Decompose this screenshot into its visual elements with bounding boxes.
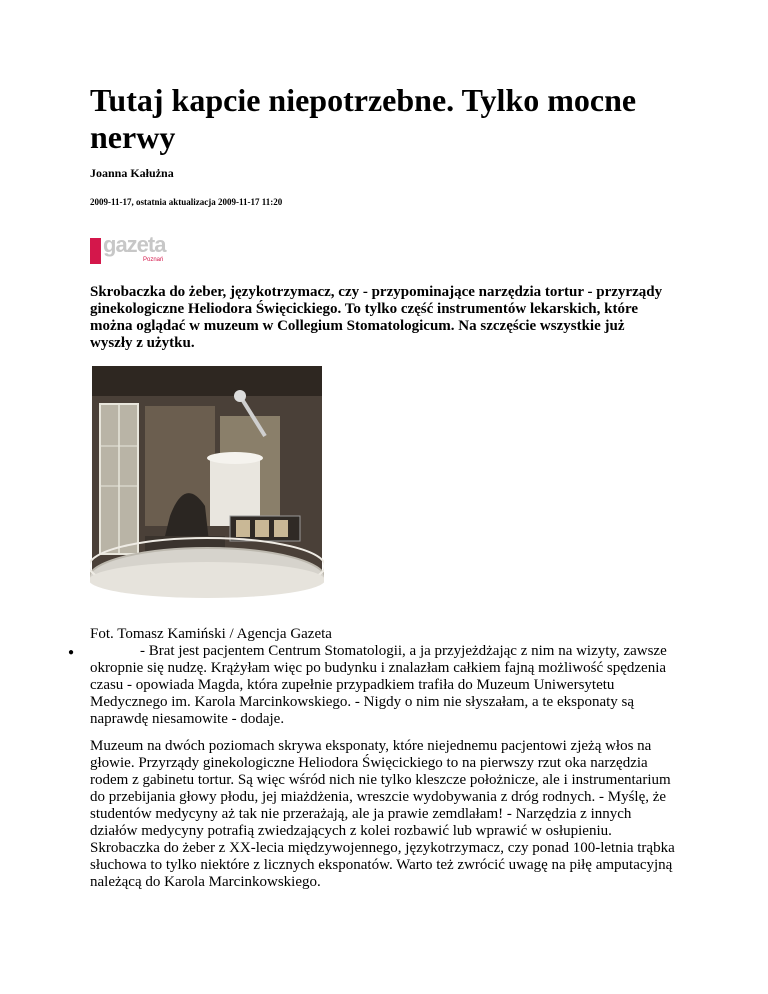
logo-accent-bar xyxy=(90,238,101,264)
logo-word: gazeta xyxy=(103,232,166,257)
photo-caption: Fot. Tomasz Kamiński / Agencja Gazeta xyxy=(90,626,332,642)
gazeta-logo xyxy=(90,232,170,266)
logo-city: Poznań xyxy=(143,257,164,263)
article-paragraph-1: - Brat jest pacjentem Centrum Stomatologii, a ja przyjeżdżając z nim na wizyty, zawsze okropnie się nudzę. Krążyłam więc po budynku i znalazłam całkiem fajną możliwość spędzenia czasu - opowiada Magda, która zupełnie przypadkiem trafiła do Muzeum Uniwersytetu Medycznego im. Karola Marcinkowskiego. - Nigdy o nim nie słyszałam, a te eksponaty są naprawdę niesamowite - dodaje. xyxy=(90,643,667,727)
article-author: Joanna Kałużna xyxy=(90,166,174,180)
bullet-icon: ● xyxy=(68,647,75,658)
museum-photo xyxy=(90,366,324,616)
article-lead: Skrobaczka do żeber, językotrzymacz, czy - przypominające narzędzia tortur - przyrządy ginekologiczne Heliodora Święcickiego. To tylko część instrumentów lekarskich, które można oglądać w muzeum w Collegium Stomatologicum. Na szczęście wszystkie już wyszły z użytku. xyxy=(90,284,663,351)
article-date: 2009-11-17, ostatnia aktualizacja 2009-11-17 11:20 xyxy=(90,197,283,207)
article-title: Tutaj kapcie niepotrzebne. Tylko mocne nerwy xyxy=(90,82,637,155)
article-paragraph-2: Muzeum na dwóch poziomach skrywa eksponaty, które niejednemu pacjentowi zjeżą włos na głowie. Przyrządy ginekologiczne Heliodora Święcickiego to na pierwszy rzut oka narzędzia rodem z gabinetu tortur. Są więc wśród nich nie tylko kleszcze położnicze, ale i instrumentarium do przebijania głowy płodu, jej miażdżenia, wreszcie wydobywania z dróg rodnych. - Myślę, że studentów medycyny aż tak nie przerażają, ale ja prawie zemdlałam! - Narzędzia z innych działów medycyny potrafią zwiedzających z kolei rozbawić lub wprawić w osłupieniu. Skrobaczka do żeber z XX-lecia międzywojennego, językotrzymacz, czy ponad 100-letnia trąbka słuchowa to tylko niektóre z licznych eksponatów. Warto też zwrócić uwagę na piłę amputacyjną należącą do Karola Marcinkowskiego. xyxy=(90,738,675,890)
